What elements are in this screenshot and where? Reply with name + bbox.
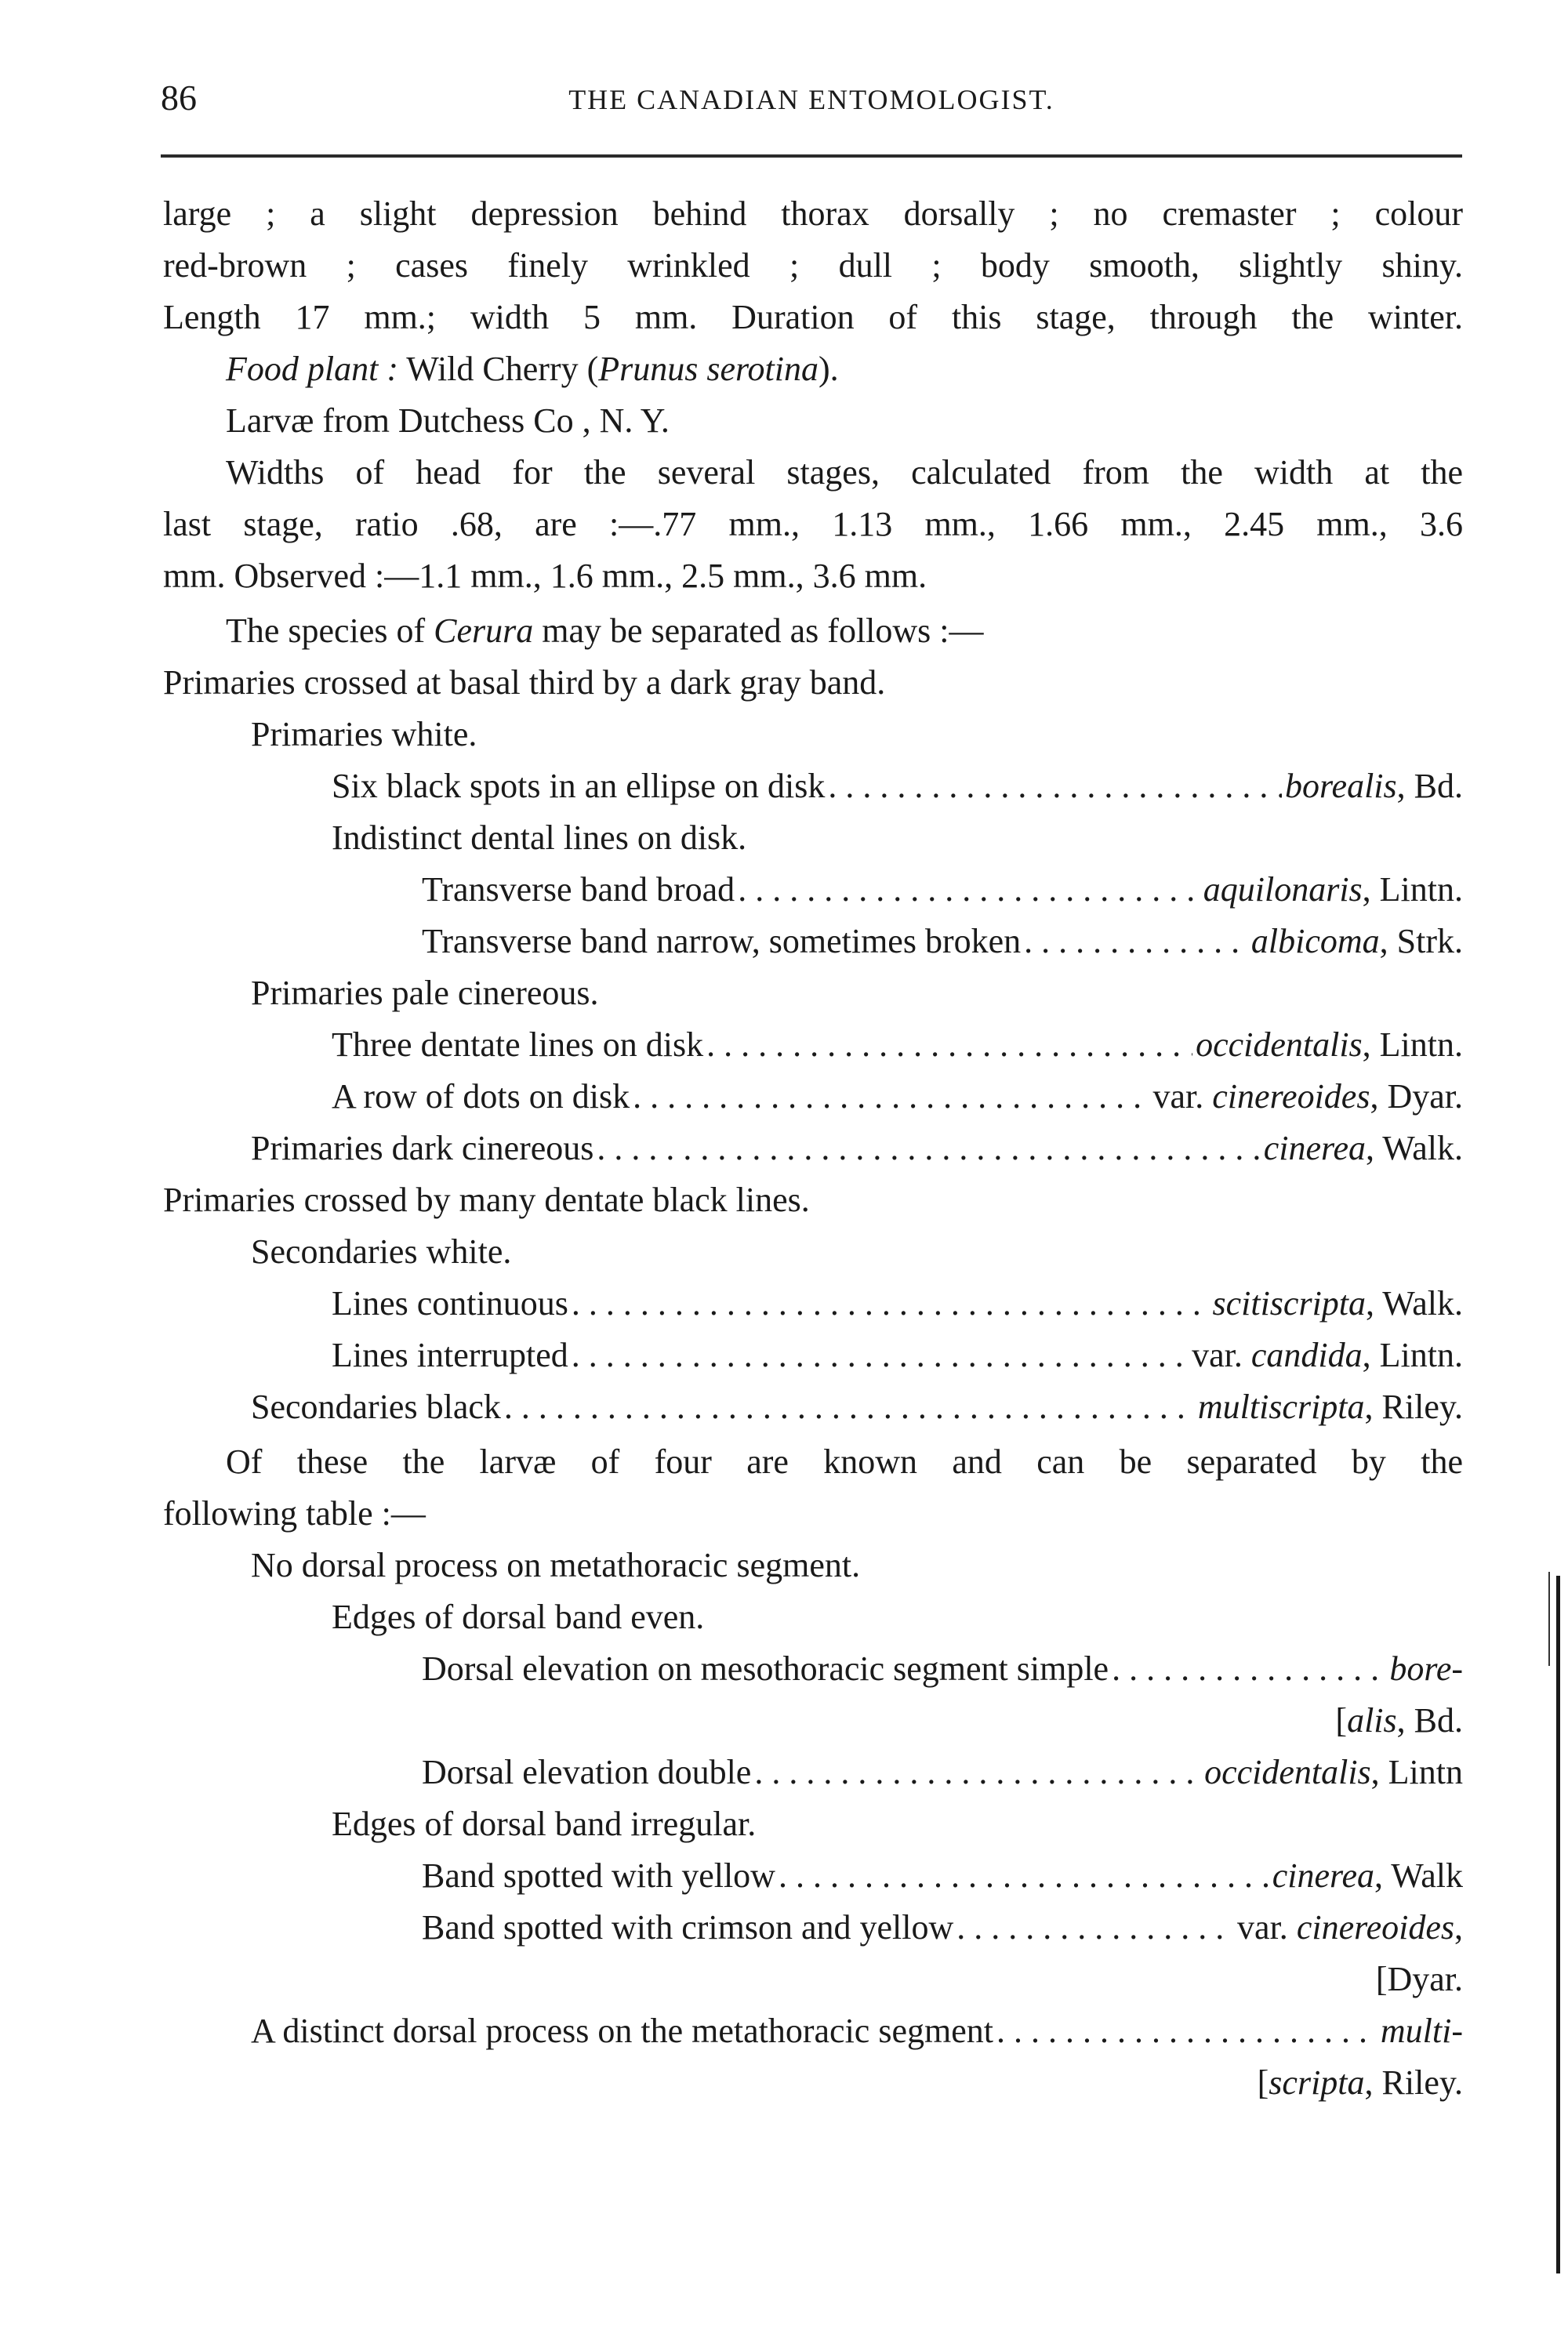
key-heading: Primaries crossed at basal third by a dark gray band.: [163, 663, 886, 702]
key-entry: [163, 1381, 1463, 1433]
key-entry: [163, 1902, 1463, 1954]
text-line: last stage, ratio .68, are :—.77 mm., 1.13 mm., 1.66 mm., 2.45 mm., 3.6: [163, 505, 1463, 543]
key-entry-continuation: [163, 1695, 1463, 1747]
genus-name: Cerura: [434, 611, 534, 650]
taxon-author: , Lintn.: [1362, 1025, 1463, 1064]
taxon-name: occidentalis: [1204, 1753, 1371, 1791]
bracket: [: [1335, 1701, 1348, 1740]
taxon-author: , Walk.: [1366, 1129, 1463, 1167]
species-intro-after: may be separated as follows :—: [533, 611, 984, 650]
variety-prefix: var.: [1237, 1908, 1297, 1947]
key-entry-label: A row of dots on disk: [332, 1077, 630, 1116]
taxon-author: , Lintn: [1370, 1753, 1463, 1791]
text-line: mm. Observed :—1.1 mm., 1.6 mm., 2.5 mm., 3.6 mm.: [163, 557, 927, 595]
text-line: red-brown ; cases finely wrinkled ; dull ; body smooth, slightly shiny.: [163, 246, 1463, 285]
key-heading: Secondaries white.: [251, 1232, 512, 1271]
taxon-name: albicoma: [1250, 922, 1380, 960]
taxon-author: , Lintn.: [1362, 1336, 1463, 1374]
key-entry-label: Transverse band broad: [422, 870, 735, 909]
key-entry-continuation: [163, 2057, 1463, 2109]
larvae-from-line: Larvæ from Dutchess Co , N. Y.: [226, 401, 670, 440]
key-heading: Primaries crossed by many dentate black lines.: [163, 1181, 810, 1219]
key-heading: Indistinct dental lines on disk.: [332, 818, 747, 857]
variety-prefix: var.: [1152, 1077, 1213, 1116]
leader-dots: [754, 1747, 1201, 1798]
key-entry: [163, 1278, 1463, 1330]
key-entry-continuation: [Dyar.: [1375, 1960, 1463, 1998]
text-line: Length 17 mm.; width 5 mm. Duration of this stage, through the winter.: [163, 298, 1463, 336]
leader-dots: [779, 1850, 1269, 1902]
taxon-name: bore-: [1389, 1649, 1463, 1688]
species-intro-line: [163, 605, 1463, 657]
taxon-author: , Riley.: [1364, 2063, 1463, 2102]
species-intro-before: The species of: [226, 611, 434, 650]
taxon-author: , Lintn.: [1362, 870, 1463, 909]
key-entry: [163, 916, 1463, 967]
key-entry-label: Six black spots in an ellipse on disk: [332, 767, 826, 805]
taxon-name: scitiscripta: [1212, 1284, 1367, 1323]
leader-dots: [572, 1278, 1210, 1330]
text-line: Widths of head for the several stages, calculated from the width at the: [226, 453, 1463, 492]
taxon-author: , Walk: [1374, 1856, 1463, 1895]
taxon-name: cinerea: [1272, 1856, 1375, 1895]
key-entry: [163, 1019, 1463, 1071]
running-title: THE CANADIAN ENTOMOLOGIST.: [568, 84, 1054, 115]
text-line: Of these the larvæ of four are known and can be separated by the: [226, 1442, 1463, 1481]
taxon-author: , Dyar.: [1370, 1077, 1463, 1116]
taxon-name: cinereoides: [1212, 1077, 1370, 1116]
header-rule: [161, 154, 1462, 158]
taxon-author: , Bd.: [1396, 1701, 1463, 1740]
key-entry: [163, 1850, 1463, 1902]
leader-dots: [956, 1902, 1234, 1954]
key-heading: Primaries pale cinereous.: [251, 974, 599, 1012]
key-heading: Edges of dorsal band even.: [332, 1598, 705, 1636]
leader-dots: [572, 1330, 1189, 1381]
taxon-author: , Riley.: [1364, 1388, 1463, 1426]
key-entry-label: Dorsal elevation double: [422, 1753, 752, 1791]
food-plant-close: ).: [818, 350, 839, 388]
scan-edge-mark: [1548, 1572, 1550, 1666]
leader-dots: [828, 760, 1282, 812]
taxon-name: multiscripta: [1197, 1388, 1365, 1426]
taxon-name: borealis: [1285, 767, 1397, 805]
taxon-author: , Bd.: [1396, 767, 1463, 805]
taxon-author: ,: [1454, 1908, 1463, 1947]
running-header: [161, 77, 1462, 124]
leader-dots: [504, 1381, 1195, 1433]
key-entry-label: A distinct dorsal process on the metathoracic segment: [251, 2012, 993, 2050]
variety-prefix: var.: [1192, 1336, 1251, 1374]
key-entry: [163, 2005, 1463, 2057]
key-entry-label: Lines interrupted: [332, 1336, 568, 1374]
key-entry-label: Lines continuous: [332, 1284, 568, 1323]
leader-dots: [1024, 916, 1248, 967]
leader-dots: [633, 1071, 1149, 1123]
key-entry: [163, 1330, 1463, 1381]
key-heading: Primaries white.: [251, 715, 477, 753]
key-entry-label: Band spotted with crimson and yellow: [422, 1908, 954, 1947]
key-entry: [163, 1643, 1463, 1695]
key-entry-label: Dorsal elevation on mesothoracic segment simple: [422, 1649, 1109, 1688]
food-plant-label: Food plant :: [226, 350, 398, 388]
leader-dots: [1112, 1643, 1386, 1695]
leader-dots: [706, 1019, 1192, 1071]
taxon-author: , Walk.: [1366, 1284, 1463, 1323]
key-entry: [163, 760, 1463, 812]
bracket: [: [1257, 2063, 1269, 2102]
leader-dots: [597, 1123, 1260, 1174]
taxon-author: , Strk.: [1379, 922, 1463, 960]
page-body: [163, 188, 1463, 2109]
taxon-name: cinerea: [1263, 1129, 1367, 1167]
taxon-name: occidentalis: [1196, 1025, 1363, 1064]
key-entry-label: Three dentate lines on disk: [332, 1025, 704, 1064]
food-plant-species: Prunus serotina: [598, 350, 818, 388]
taxon-name: scripta: [1269, 2063, 1365, 2102]
larvae-intro-paragraph: [163, 1436, 1463, 1540]
food-plant-line: [163, 343, 1463, 395]
leader-dots: [996, 2005, 1377, 2057]
leader-dots: [738, 864, 1200, 916]
page-number: 86: [161, 78, 197, 118]
key-entry-label: Secondaries black: [251, 1388, 501, 1426]
taxon-name: alis: [1347, 1701, 1397, 1740]
taxon-name: aquilonaris: [1203, 870, 1363, 909]
key-entry-label: Transverse band narrow, sometimes broken: [422, 922, 1022, 960]
key-entry: [163, 1123, 1463, 1174]
key-heading: No dorsal process on metathoracic segment.: [251, 1546, 861, 1584]
head-widths-paragraph: [163, 447, 1463, 602]
key-entry: [163, 864, 1463, 916]
key-entry: [163, 1071, 1463, 1123]
taxon-name: candida: [1250, 1336, 1363, 1374]
food-plant-text: Wild Cherry (: [397, 350, 599, 388]
key-entry: [163, 1747, 1463, 1798]
taxon-name: cinereoides: [1296, 1908, 1454, 1947]
text-line: following table :—: [163, 1494, 426, 1533]
scan-edge-bar: [1556, 1576, 1560, 2273]
pupa-description: [163, 188, 1463, 343]
text-line: large ; a slight depression behind thorax dorsally ; no cremaster ; colour: [163, 194, 1463, 233]
key-entry-label: Primaries dark cinereous: [251, 1129, 594, 1167]
key-heading: Edges of dorsal band irregular.: [332, 1805, 757, 1843]
key-entry-label: Band spotted with yellow: [422, 1856, 775, 1895]
taxon-name: multi-: [1380, 2012, 1463, 2050]
